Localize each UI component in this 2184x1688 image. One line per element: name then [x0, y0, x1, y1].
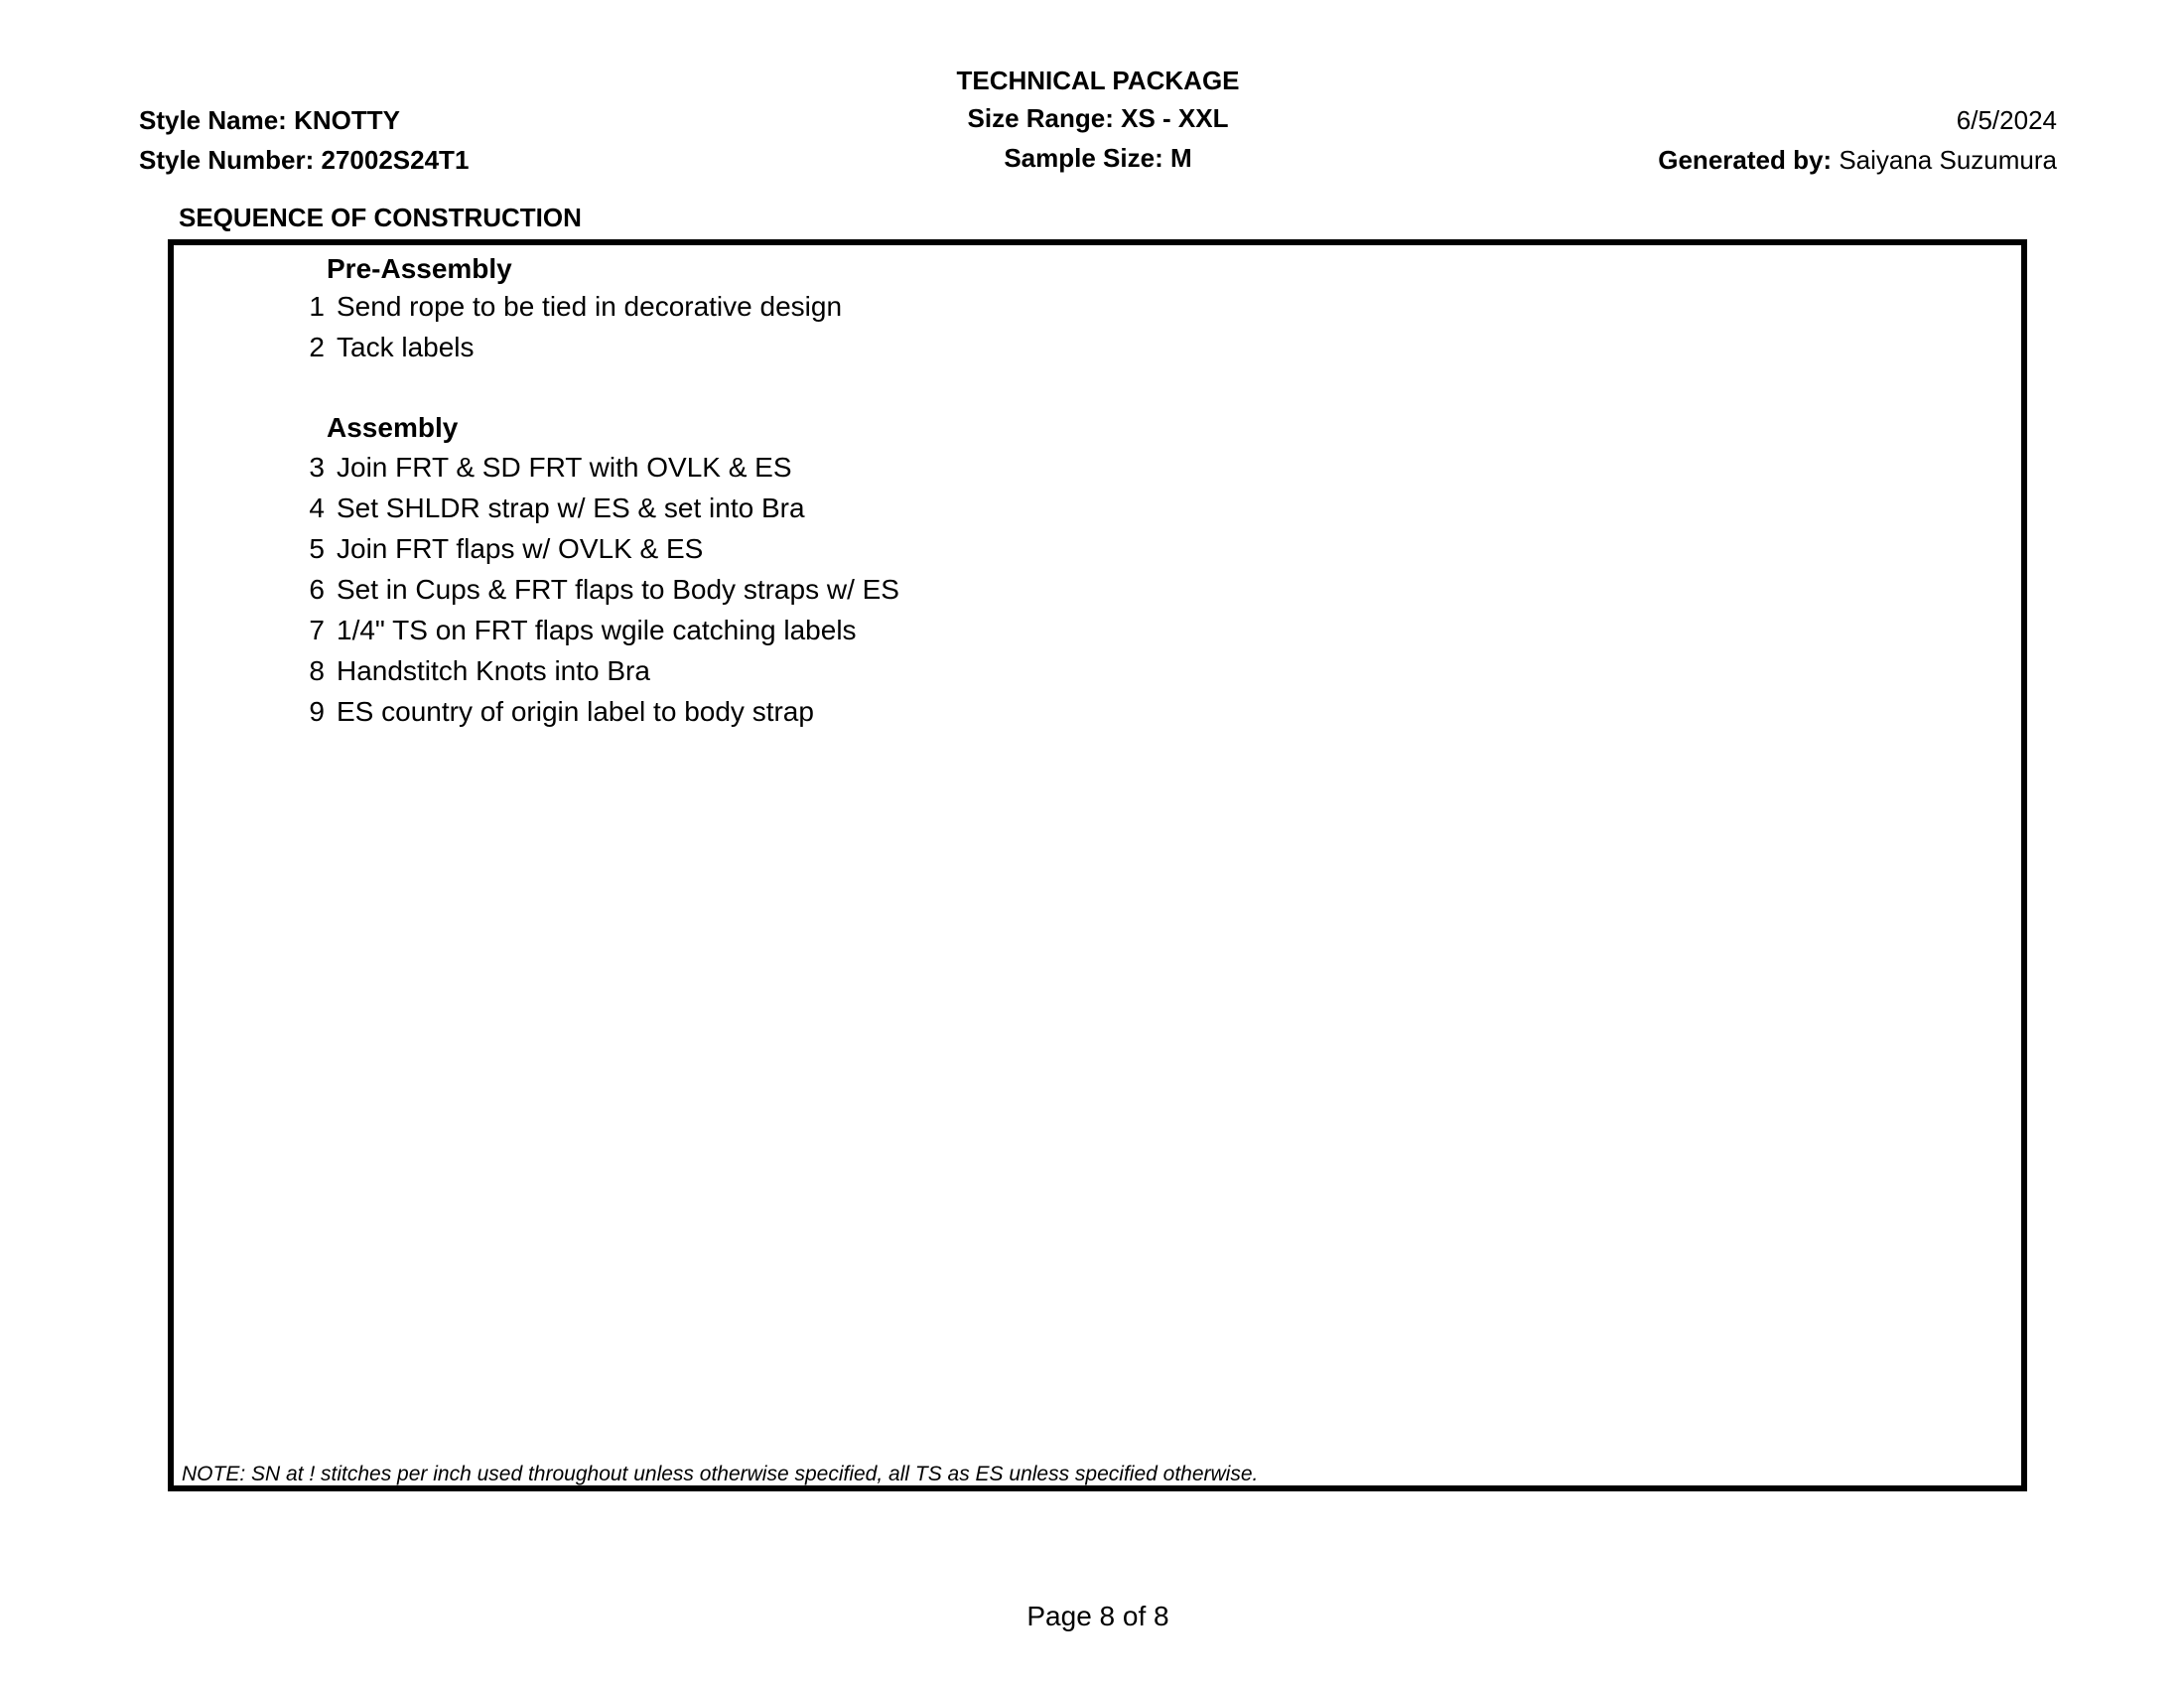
size-range-value: XS - XXL — [1121, 103, 1229, 133]
step-number: 3 — [309, 452, 325, 483]
document-title: TECHNICAL PACKAGE — [956, 66, 1240, 95]
step-text: Join FRT flaps w/ OVLK & ES — [337, 533, 704, 564]
style-name-value: KNOTTY — [294, 105, 400, 135]
style-number — [139, 145, 469, 176]
style-number-label: Style Number: — [139, 145, 315, 175]
step-text: Set in Cups & FRT flaps to Body straps w/ ES — [337, 574, 899, 605]
step-number: 7 — [309, 615, 325, 645]
step-text: 1/4" TS on FRT flaps wgile catching labels — [337, 615, 857, 645]
sample-size-label: Sample Size: — [1004, 143, 1163, 173]
step-text: Tack labels — [337, 332, 475, 362]
step-number: 5 — [309, 533, 325, 564]
generated-by-value: Saiyana Suzumura — [1839, 145, 2057, 175]
step-text: ES country of origin label to body strap — [337, 696, 814, 727]
group-title-pre-assembly: Pre-Assembly — [327, 253, 512, 284]
step-text: Set SHLDR strap w/ ES & set into Bra — [337, 492, 805, 523]
step-text: Send rope to be tied in decorative design — [337, 291, 843, 322]
construction-note: NOTE: SN at ! stitches per inch used throughout unless otherwise specified, all TS as ES unless specified otherwise. — [182, 1463, 1259, 1485]
step-text: Handstitch Knots into Bra — [337, 655, 650, 686]
page-number: Page 8 of 8 — [1026, 1601, 1169, 1631]
style-name-label: Style Name: — [139, 105, 287, 135]
generated-by — [1658, 145, 2057, 176]
step-number: 2 — [309, 332, 325, 362]
step-number: 4 — [309, 492, 325, 523]
step-text: Join FRT & SD FRT with OVLK & ES — [337, 452, 792, 483]
style-name — [139, 105, 400, 136]
step-number: 8 — [309, 655, 325, 686]
section-title: SEQUENCE OF CONSTRUCTION — [179, 203, 582, 232]
group-title-assembly: Assembly — [327, 412, 459, 443]
construction-box — [168, 239, 2027, 1491]
size-range-label: Size Range: — [967, 103, 1114, 133]
style-number-value: 27002S24T1 — [321, 145, 470, 175]
date: 6/5/2024 — [1956, 105, 2057, 135]
generated-by-label: Generated by: — [1658, 145, 1833, 175]
step-number: 1 — [309, 291, 325, 322]
sample-size-value: M — [1169, 143, 1192, 173]
step-number: 6 — [309, 574, 325, 605]
step-number: 9 — [309, 696, 325, 727]
